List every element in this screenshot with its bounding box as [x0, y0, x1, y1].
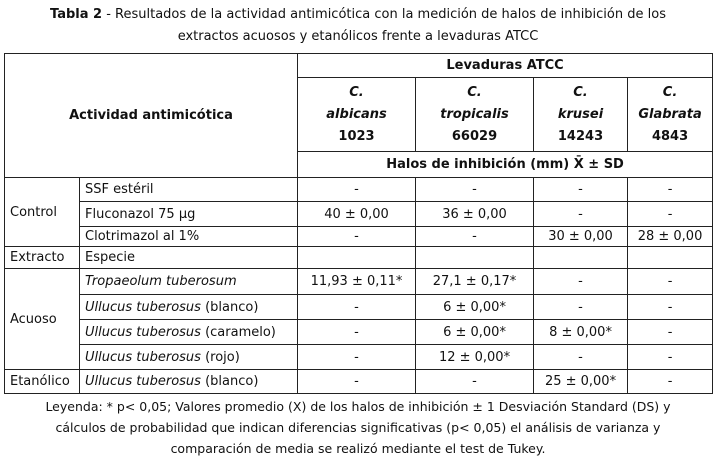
row-name: Fluconazol 75 µg: [80, 202, 298, 227]
legend-line-1: Leyenda: * p< 0,05; Valores promedio (X) de los halos de inhibición ± 1 Desviación Standard (DS) y: [45, 399, 671, 414]
table-cell: 27,1 ± 0,17*: [416, 269, 534, 295]
row-name: Ullucus tuberosus (blanco): [80, 370, 298, 394]
table-cell: 36 ± 0,00: [416, 202, 534, 227]
table-row: [5, 202, 713, 227]
group-label: Acuoso: [5, 269, 80, 370]
table-cell: 25 ± 0,00*: [534, 370, 628, 394]
table-row: [5, 370, 713, 394]
table-row: [5, 345, 713, 370]
caption-line-2: extractos acuosos y etanólicos frente a levaduras ATCC: [177, 29, 539, 44]
table-cell: -: [534, 295, 628, 320]
table-cell: -: [628, 295, 713, 320]
row-name: Ullucus tuberosus (caramelo): [80, 320, 298, 345]
row-name: Ullucus tuberosus (blanco): [80, 295, 298, 320]
table-cell: -: [534, 269, 628, 295]
row-name: Clotrimazol al 1%: [80, 227, 298, 247]
row-name: Ullucus tuberosus (rojo): [80, 345, 298, 370]
column-header: C. Glabrata 4843: [628, 78, 713, 152]
table-cell: -: [628, 202, 713, 227]
column-header: C. albicans 1023: [298, 78, 416, 152]
table-cell: -: [534, 202, 628, 227]
table-cell: -: [534, 178, 628, 202]
table-cell: -: [298, 320, 416, 345]
table-row: [5, 227, 713, 247]
table-legend: [0, 396, 716, 459]
caption-label: Tabla 2: [50, 7, 103, 22]
table-cell: -: [416, 227, 534, 247]
antimycotic-table: [4, 53, 713, 394]
table-cell: -: [534, 345, 628, 370]
group-label: Control: [5, 178, 80, 247]
measure-subheader: Halos de inhibición (mm) X̄ ± SD: [298, 152, 713, 178]
table-cell: [298, 247, 416, 269]
table-row: [5, 54, 713, 78]
column-header: C. krusei 14243: [534, 78, 628, 152]
table-cell: -: [628, 269, 713, 295]
table-cell: 8 ± 0,00*: [534, 320, 628, 345]
table-cell: 11,93 ± 0,11*: [298, 269, 416, 295]
table-cell: -: [628, 345, 713, 370]
row-name: SSF estéril: [80, 178, 298, 202]
caption-text-1: - Resultados de la actividad antimicótica con la medición de halos de inhibición de los: [102, 7, 666, 22]
table-cell: -: [298, 227, 416, 247]
table-cell: [416, 247, 534, 269]
group-label: Extracto: [5, 247, 80, 269]
table-cell: 12 ± 0,00*: [416, 345, 534, 370]
table-cell: 6 ± 0,00*: [416, 295, 534, 320]
legend-line-3: comparación de media se realizó mediante el test de Tukey.: [170, 441, 546, 456]
row-title: Actividad antimicótica: [5, 54, 298, 178]
table-cell: 30 ± 0,00: [534, 227, 628, 247]
table-row: [5, 320, 713, 345]
table-cell: -: [298, 295, 416, 320]
legend-line-2: cálculos de probabilidad que indican diferencias significativas (p< 0,05) el análisis de varianza y: [55, 420, 661, 435]
table-cell: -: [298, 370, 416, 394]
caption-line-1: [0, 4, 716, 26]
column-header: C. tropicalis 66029: [416, 78, 534, 152]
row-name: Especie: [80, 247, 298, 269]
table-cell: [534, 247, 628, 269]
table-cell: 40 ± 0,00: [298, 202, 416, 227]
table-row: [5, 247, 713, 269]
table-row: [5, 178, 713, 202]
table-row: [5, 295, 713, 320]
table-cell: -: [628, 178, 713, 202]
table-cell: 28 ± 0,00: [628, 227, 713, 247]
table-caption: [0, 4, 716, 48]
table-cell: -: [416, 370, 534, 394]
group-label: Etanólico: [5, 370, 80, 394]
group-header: Levaduras ATCC: [298, 54, 713, 78]
table-row: [5, 269, 713, 295]
table-cell: -: [298, 345, 416, 370]
table-cell: -: [628, 320, 713, 345]
table-cell: [628, 247, 713, 269]
row-name: Tropaeolum tuberosum: [80, 269, 298, 295]
table-cell: -: [628, 370, 713, 394]
table-cell: -: [416, 178, 534, 202]
table-cell: 6 ± 0,00*: [416, 320, 534, 345]
table-cell: -: [298, 178, 416, 202]
